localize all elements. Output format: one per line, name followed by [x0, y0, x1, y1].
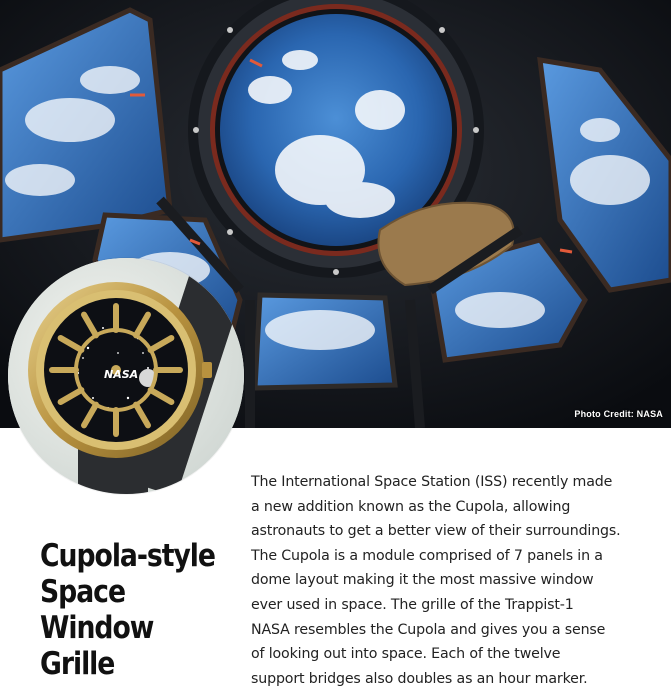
watch-dial-logo: NASA [104, 368, 139, 381]
description-line: dome layout making it the most massive window [251, 572, 594, 589]
heading-line: Space [40, 574, 126, 610]
description-line: astronauts to get a better view of their surroundings. [251, 523, 621, 540]
description-line: support bridges also doubles as an hour marker. [251, 670, 588, 687]
feature-heading [40, 538, 215, 682]
feature-description [251, 470, 665, 691]
watch-illustration [8, 258, 244, 494]
photo-credit: Photo Credit: NASA [574, 409, 663, 419]
heading-line: Window [40, 610, 154, 646]
description-line: The International Space Station (ISS) recently made [251, 474, 613, 490]
description-line: NASA resembles the Cupola and gives you a sense [251, 621, 606, 638]
description-line: of looking out into space. Each of the twelve [251, 646, 561, 663]
description-line: a new addition known as the Cupola, allowing [251, 498, 571, 515]
description-line: The Cupola is a module comprised of 7 panels in a [251, 547, 603, 564]
watch-image [8, 258, 244, 494]
description-line: ever used in space. The grille of the Trappist-1 [251, 596, 574, 613]
heading-line: Cupola-style [40, 538, 215, 574]
heading-line: Grille [40, 646, 115, 682]
